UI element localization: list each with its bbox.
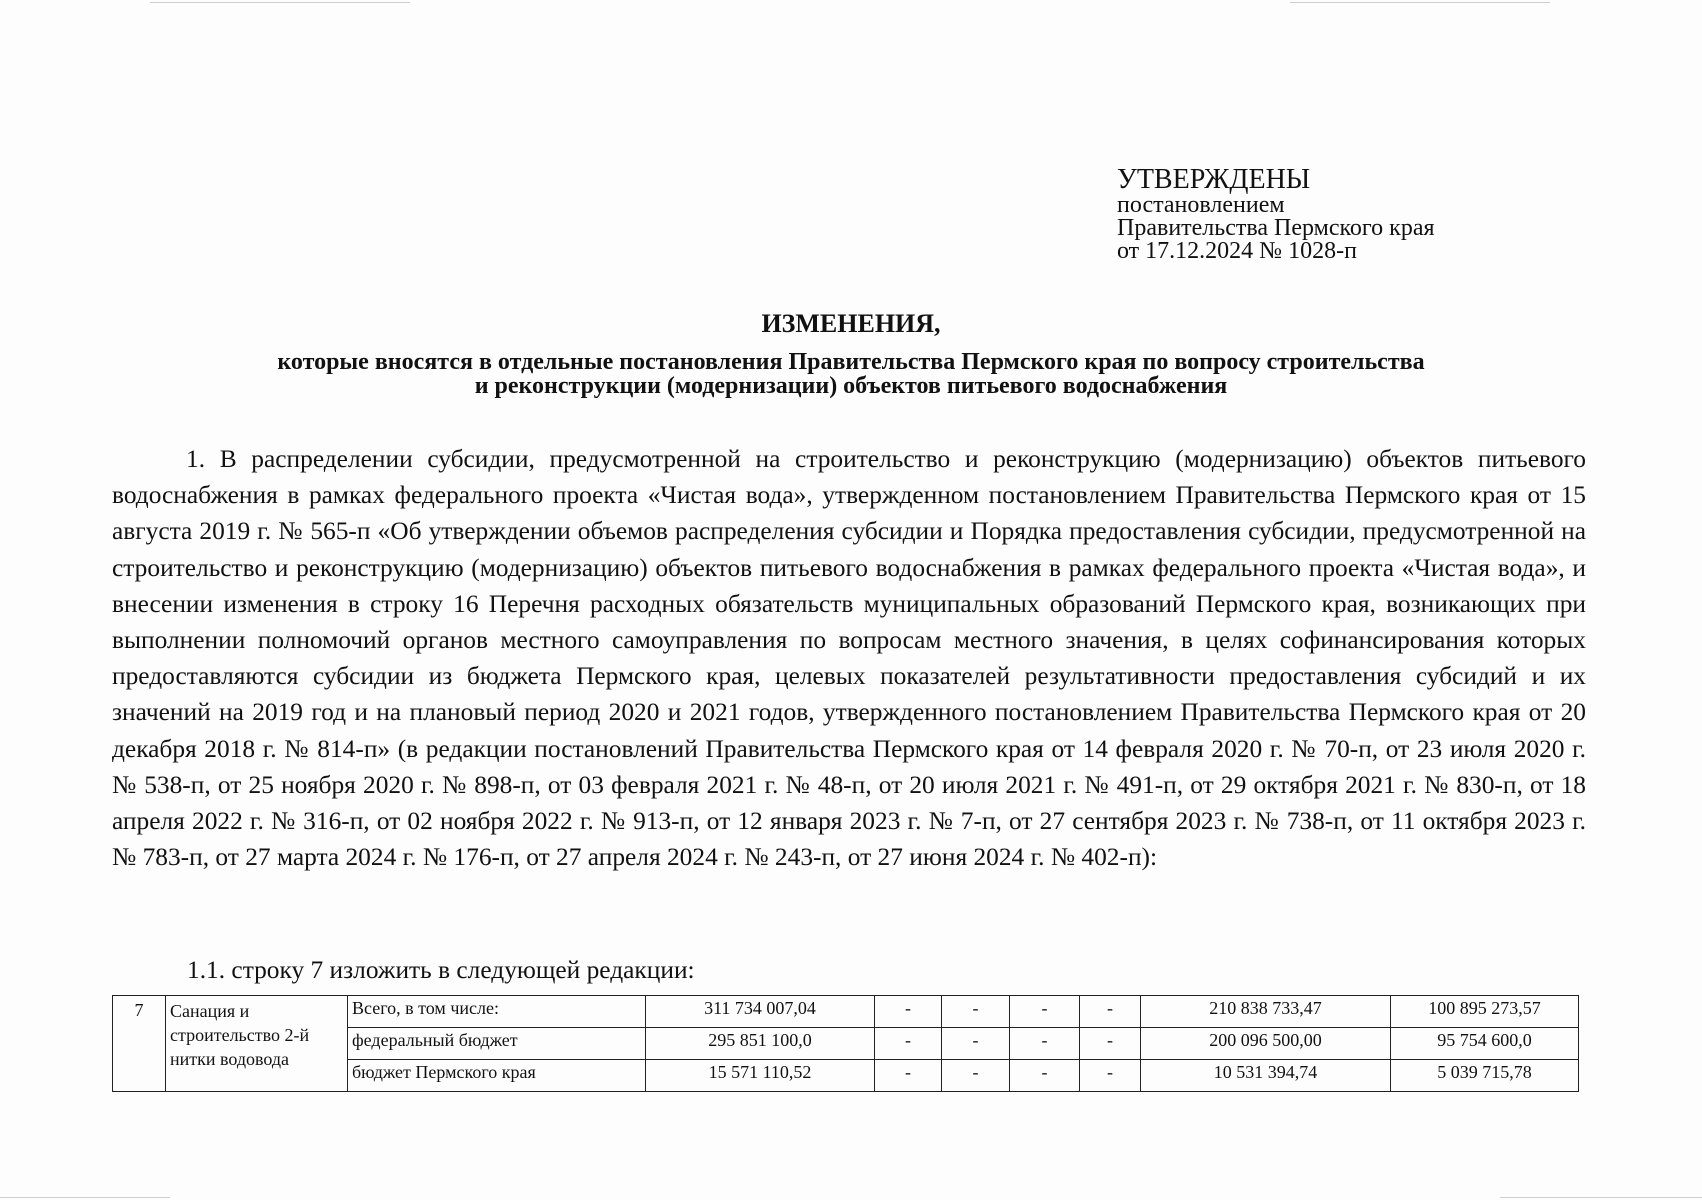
approval-line-3: от 17.12.2024 № 1028-п [1117, 238, 1357, 264]
dash-cell: - [1010, 1060, 1080, 1092]
dash-cell: - [942, 1028, 1010, 1060]
subitem-1-1: 1.1. строку 7 изложить в следующей редакции: [187, 956, 695, 984]
document-title: ИЗМЕНЕНИЯ, [761, 309, 941, 338]
approval-heading: УТВЕРЖДЕНЫ [1117, 164, 1311, 195]
dash-cell: - [1080, 1028, 1141, 1060]
dash-cell: - [1080, 1060, 1141, 1092]
source-cell: Всего, в том числе: [348, 996, 646, 1028]
dash-cell: - [875, 996, 942, 1028]
subtitle-line-2: и реконструкции (модернизации) объектов питьевого водоснабжения [474, 373, 1228, 399]
dash-cell: - [942, 996, 1010, 1028]
source-cell: федеральный бюджет [348, 1028, 646, 1060]
changes-table [112, 995, 1579, 1092]
approval-line-2: Правительства Пермского края [1117, 215, 1435, 241]
source-cell: бюджет Пермского края [348, 1060, 646, 1092]
approval-block [1117, 166, 1657, 263]
year1-cell: 210 838 733,47 [1141, 996, 1391, 1028]
scan-line-top-left [150, 2, 410, 3]
subtitle-line-1: которые вносятся в отдельные постановления Правительства Пермского края по вопросу строительства [277, 349, 1425, 375]
year1-cell: 200 096 500,00 [1141, 1028, 1391, 1060]
year2-cell: 100 895 273,57 [1391, 996, 1579, 1028]
total-cell: 15 571 110,52 [646, 1060, 875, 1092]
scan-line-bottom-right [1500, 1197, 1702, 1198]
dash-cell: - [875, 1060, 942, 1092]
scan-line-top-right [1290, 2, 1550, 3]
approval-line-1: постановлением [1117, 192, 1285, 218]
dash-cell: - [1010, 996, 1080, 1028]
dash-cell: - [942, 1060, 1010, 1092]
dash-cell: - [1080, 996, 1141, 1028]
scan-line-bottom-left [0, 1197, 170, 1198]
table-row [113, 996, 1579, 1028]
year2-cell: 5 039 715,78 [1391, 1060, 1579, 1092]
dash-cell: - [875, 1028, 942, 1060]
year1-cell: 10 531 394,74 [1141, 1060, 1391, 1092]
document-subtitle [110, 350, 1592, 398]
row-number-cell: 7 [113, 996, 166, 1092]
year2-cell: 95 754 600,0 [1391, 1028, 1579, 1060]
dash-cell: - [1010, 1028, 1080, 1060]
total-cell: 311 734 007,04 [646, 996, 875, 1028]
paragraph-1: 1. В распределении субсидии, предусмотренной на строительство и реконструкцию (модернизацию) объектов питьевого водоснабжения в рамках федерального проекта «Чистая вода», утвержденном постановлением Правительства Пермского края от 15 августа 2019 г. № 565-п «Об утверждении объемов распределения субсидии и Порядка предоставления субсидии, предусмотренной на строительство и реконструкцию (модернизацию) объектов питьевого водоснабжения в рамках федерального проекта «Чистая вода», и внесении изменения в строку 16 Перечня расходных обязательств муниципальных образований Пермского края, возникающих при выполнении полномочий органов местного самоуправления по вопросам местного значения, в целях софинансирования которых предоставляются субсидии из бюджета Пермского края, целевых показателей результативности предоставления субсидий и их значений на 2019 год и на плановый период 2020 и 2021 годов, утвержденного постановлением Правительства Пермского края от 20 декабря 2018 г. № 814-п» (в редакции постановлений Правительства Пермского края от 14 февраля 2020 г. № 70-п, от 23 июля 2020 г. № 538-п, от 25 ноября 2020 г. № 898-п, от 03 февраля 2021 г. № 48-п, от 20 июля 2021 г. № 491-п, от 29 октября 2021 г. № 830-п, от 18 апреля 2022 г. № 316-п, от 02 ноября 2022 г. № 913-п, от 12 января 2023 г. № 7-п, от 27 сентября 2023 г. № 738-п, от 11 октября 2023 г. № 783-п, от 27 марта 2024 г. № 176-п, от 27 апреля 2024 г. № 243-п, от 27 июня 2024 г. № 402-п): [112, 445, 1586, 872]
total-cell: 295 851 100,0 [646, 1028, 875, 1060]
object-name-cell: Санация и строительство 2-й нитки водовода [166, 996, 348, 1092]
